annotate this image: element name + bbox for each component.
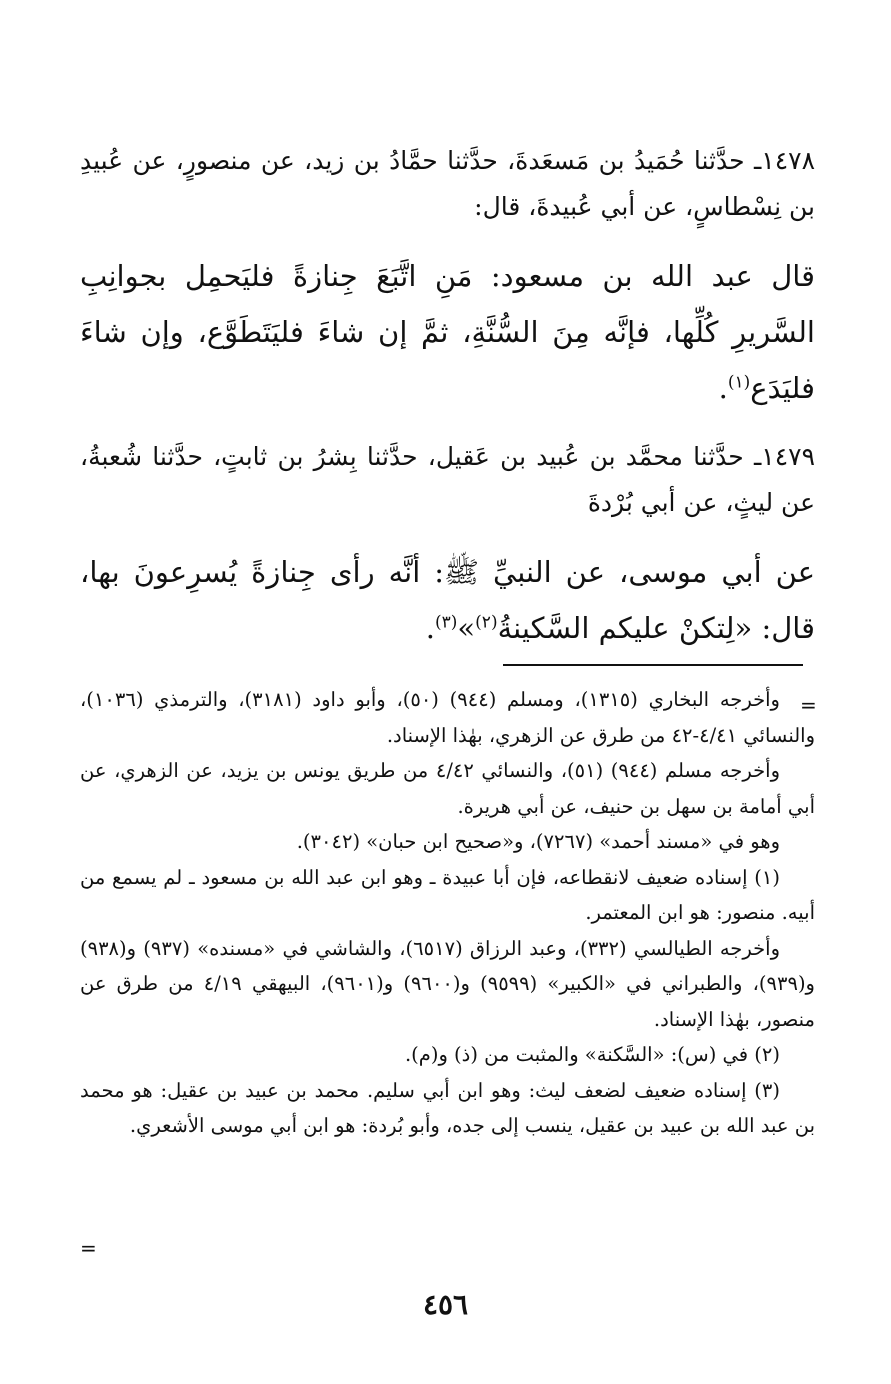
footnote-para-6: (٢) في (س): «السَّكنة» والمثبت من (ذ) و(م). xyxy=(404,1043,780,1066)
footnote-para-2: وأخرجه مسلم (٩٤٤) (٥١)، والنسائي ٤/٤٢ من طريق يونس بن يزيد، عن الزهري، عن أبي أمامة بن سهل بن حنيف، عن أبي هريرة. xyxy=(80,759,815,818)
footnote-divider xyxy=(503,664,803,666)
hadith-1478-matn-end: . xyxy=(718,371,728,405)
hadith-1479-isnad xyxy=(80,434,815,526)
footnote-para-4: (١) إسناده ضعيف لانقطاعه، فإن أبا عبيدة ـ وهو ابن عبد الله بن مسعود ـ لم يسمع من أبيه. منصور: هو ابن المعتمر. xyxy=(80,865,815,924)
hadith-1478-isnad xyxy=(80,138,815,230)
hadith-1479-matn-end: . xyxy=(425,611,435,645)
hadith-1479-matn xyxy=(80,544,815,656)
footnote-para-5: وأخرجه الطيالسي (٣٣٢)، وعبد الرزاق (٦٥١٧)، والشاشي في «مسنده» (٩٣٧) و(٩٣٨) و(٩٣٩)، والطبراني في «الكبير» (٩٥٩٩) و(٩٦٠٠) و(٩٦٠١)، البيهقي ٤/١٩ من طرق عن منصور، بهٰذا الإسناد. xyxy=(80,936,815,1031)
footnote-ref-1[interactable]: (١) xyxy=(727,372,751,393)
hadith-1479-matn-close: » xyxy=(457,611,476,645)
footnote-ref-3[interactable]: (٣) xyxy=(434,612,458,633)
footnote-para-7: (٣) إسناده ضعيف لضعف ليث: وهو ابن أبي سليم. محمد بن عبيد بن عقيل: هو محمد بن عبد الله بن عبيد بن عقيل، ينسب إلى جده، وأبو بُردة: هو ابن أبي موسى الأشعري. xyxy=(80,1078,815,1137)
footnote-ref-2[interactable]: (٢) xyxy=(475,612,498,633)
footnotes-section xyxy=(80,682,815,1144)
footnote-para-3: وهو في «مسند أحمد» (٧٢٦٧)، و«صحيح ابن حبان» (٣٠٤٢). xyxy=(296,830,780,853)
hadith-1478-isnad-text: ١٤٧٨ـ حدَّثنا حُمَيدُ بن مَسعَدةَ، حدَّثنا حمَّادُ بن زيد، عن منصورٍ، عن عُبيدِ بن نِسْطاسٍ، عن أبي عُبيدةَ، قال: xyxy=(80,146,815,221)
hadith-1479-isnad-text: ١٤٧٩ـ حدَّثنا محمَّد بن عُبيد بن عَقيل، حدَّثنا بِشرُ بن ثابتٍ، حدَّثنا شُعبةُ، عن ليثٍ، عن أبي بُرْدةَ xyxy=(80,442,815,517)
page-number: ٤٥٦ xyxy=(422,1288,469,1321)
hadith-1479-matn-text: عن أبي موسى، عن النبيِّ ﷺ: أنَّه رأى جِنازةً يُسرِعونَ بها، قال: «لِتكنْ عليكم السَّكينةُ xyxy=(80,555,815,645)
continuation-mark-bottom: = xyxy=(80,1236,97,1260)
hadith-1478-matn-text: قال عبد الله بن مسعود: مَنِ اتَّبَعَ جِنازةً فليَحمِل بجوانِبِ السَّريرِ كُلِّها، فإنَّه مِنَ السُّنَّةِ، ثمَّ إن شاءَ فليَتَطَوَّع، وإن شاءَ فليَدَع xyxy=(80,259,815,405)
footnote-para-1: وأخرجه البخاري (١٣١٥)، ومسلم (٩٤٤) (٥٠)، وأبو داود (٣١٨١)، والترمذي (١٠٣٦)، والنسائي ٤/٤١-٤٢ من طرق عن الزهري، بهٰذا الإسناد. xyxy=(80,688,815,747)
hadith-1478-matn xyxy=(80,248,815,416)
continuation-mark-top: = xyxy=(800,693,817,717)
